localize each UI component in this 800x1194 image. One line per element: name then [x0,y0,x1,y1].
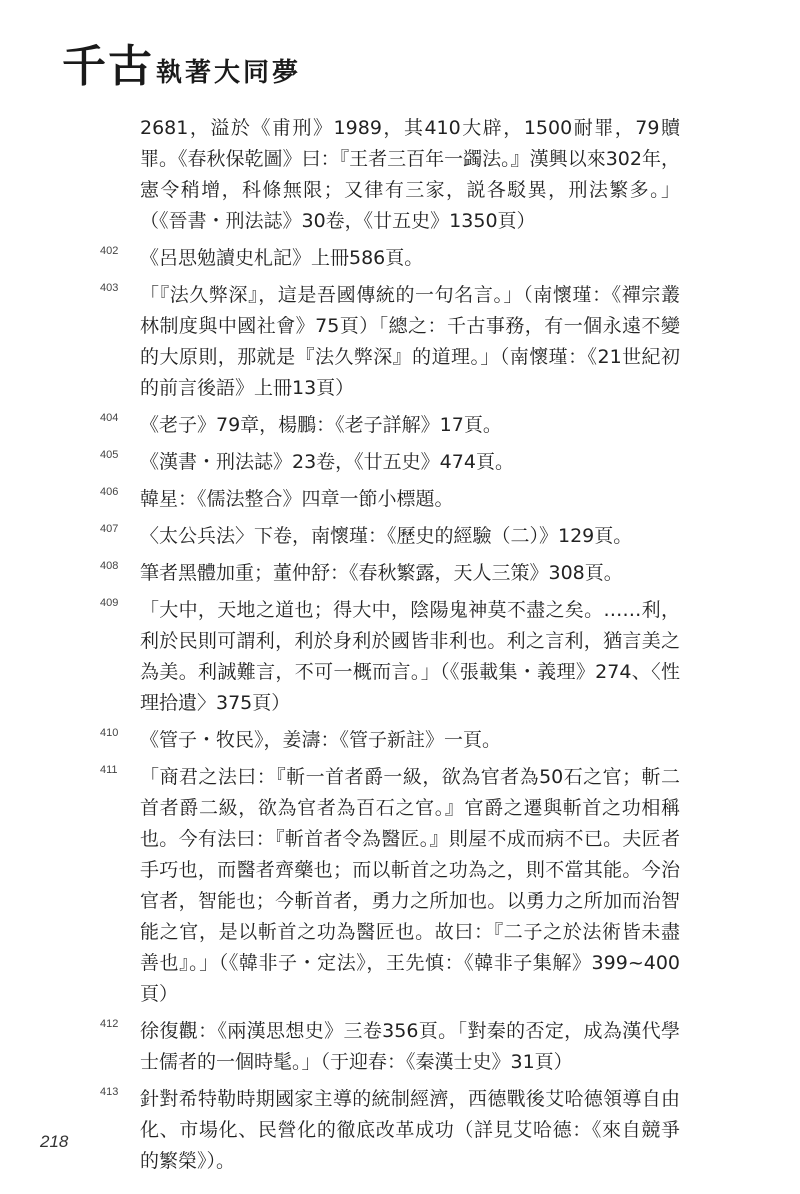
endnote-text: 「商君之法曰：『斬一首者爵一級，欲為官者為50石之官；斬二首者爵二級，欲為官者為百石之官。』官爵之遷與斬首之功相稱也。今有法曰：『斬首者令為醫匠。』則屋不成而病不已。夫匠者手巧也，而醫者齊藥也；而以斬首之功為之，則不當其能。今治官者，智能也；今斬首者，勇力之所加也。以勇力之所加而治智能之官，是以斬首之功為醫匠也。故曰：『二子之於法術皆未盡善也』。」（《韓非子・定法》，王先慎：《韓非子集解》399~400頁） [140,766,680,1005]
running-header [62,30,301,94]
endnote-412 [100,1016,680,1078]
endnote-number: 407 [100,523,119,535]
endnote-404 [100,410,680,441]
endnote-text: 《漢書・刑法誌》23卷，《廿五史》474頁。 [140,451,514,473]
endnote-409 [100,595,680,719]
endnote-407 [100,521,680,552]
endnote-number: 412 [100,1018,119,1030]
endnote-number: 402 [100,245,119,257]
endnote-413 [100,1084,680,1177]
endnote-number: 406 [100,486,119,498]
endnotes-list [100,113,680,1183]
endnote-number: 403 [100,282,119,294]
endnote-405 [100,447,680,478]
endnote-text: 「大中，天地之道也；得大中，陰陽鬼神莫不盡之矣。……利，利於民則可謂利，利於身利於國皆非利也。利之言利，猶言美之為美。利誠難言，不可一概而言。」（《張載集・義理》274、〈性理拾遺〉375頁） [140,599,680,714]
endnote-text: 〈太公兵法〉下卷，南懷瑾：《歷史的經驗（二）》129頁。 [140,525,633,547]
endnote-411 [100,762,680,1010]
endnote-403 [100,280,680,404]
endnote-text: 筆者黑體加重；董仲舒：《春秋繁露，天人三策》308頁。 [140,562,623,584]
endnote-number: 410 [100,727,119,739]
endnote-text: 針對希特勒時期國家主導的統制經濟，西德戰後艾哈德領導自由化、市場化、民營化的徹底改革成功（詳見艾哈德：《來自競爭的繁榮》）。 [140,1088,680,1172]
endnote-text: 《管子・牧民》，姜濤：《管子新註》一頁。 [140,729,502,751]
endnote-number: 404 [100,412,119,424]
endnote-text: 2681，溢於《甫刑》1989，其410大辟，1500耐罪，79贖罪。《春秋保乾圖》曰：『王者三百年一蠲法。』漢興以來302年，憲令稍增，科條無限；又律有三家，説各駁異，刑法繁多。」（《晉書・刑法誌》30卷，《廿五史》1350頁） [140,117,680,232]
endnote-402 [100,243,680,274]
endnote-number: 408 [100,560,119,572]
endnote-406 [100,484,680,515]
endnote-number: 409 [100,597,119,609]
endnote-text: 《呂思勉讀史札記》上冊586頁。 [140,247,424,269]
endnote-continuation [100,113,680,237]
endnote-410 [100,725,680,756]
endnote-number: 405 [100,449,119,461]
book-title-large: 千古 [62,41,154,92]
endnote-408 [100,558,680,589]
book-title-small: 執著大同夢 [156,58,302,88]
endnote-text: 「『法久弊深』，這是吾國傳統的一句名言。」（南懷瑾：《禪宗叢林制度與中國社會》75頁）「總之：千古事務，有一個永遠不變的大原則，那就是『法久弊深』的道理。」（南懷瑾：《21世紀初的前言後語》上冊13頁） [140,284,680,399]
endnote-number: 413 [100,1086,119,1098]
endnote-text: 韓星：《儒法整合》四章一節小標題。 [140,488,454,510]
page-number: 218 [40,1132,69,1151]
endnote-text: 徐復觀：《兩漢思想史》三卷356頁。「對秦的否定，成為漢代學士儒者的一個時髦。」（于迎春：《秦漢士史》31頁） [140,1020,680,1073]
endnote-number: 411 [100,764,118,776]
endnote-text: 《老子》79章，楊鵬：《老子詳解》17頁。 [140,414,502,436]
